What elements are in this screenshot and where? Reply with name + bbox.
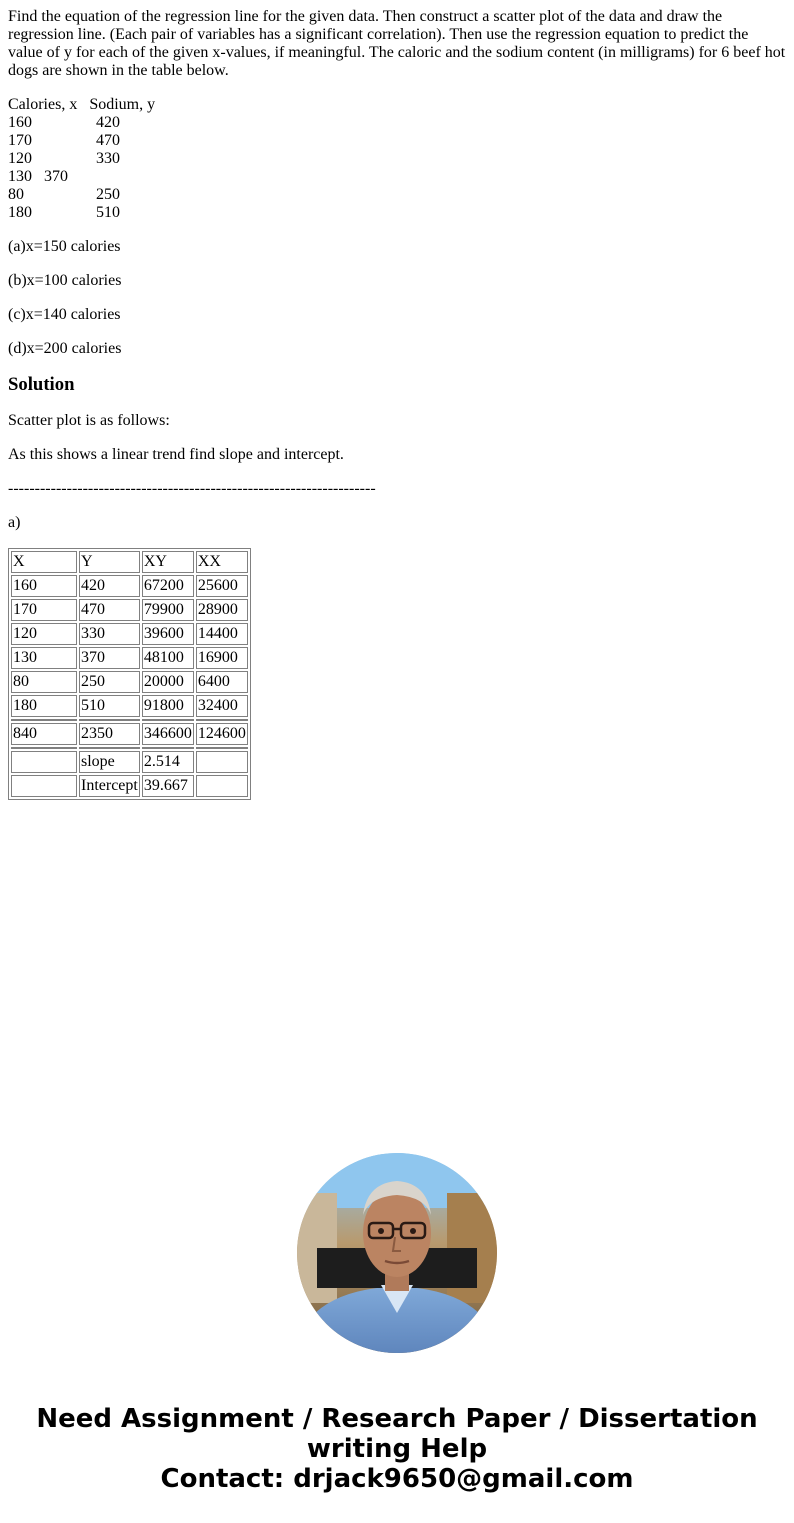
table-row	[11, 671, 248, 693]
table-cell: 39.667	[142, 775, 194, 797]
banner-line-1: Need Assignment / Research Paper / Dissertation	[36, 1404, 758, 1434]
data-row: 120 330	[8, 150, 120, 167]
table-row	[11, 575, 248, 597]
table-intercept-row	[11, 775, 248, 797]
solution-divider: ---------------------------------------------------------------------	[8, 480, 376, 497]
table-cell: 80	[11, 671, 77, 693]
table-cell: 250	[79, 671, 140, 693]
table-separator-cell	[11, 747, 77, 749]
document-body	[8, 8, 786, 800]
table-cell: 470	[79, 599, 140, 621]
table-cell: 67200	[142, 575, 194, 597]
table-cell: 330	[79, 623, 140, 645]
table-cell	[196, 775, 248, 797]
table-cell: 25600	[196, 575, 248, 597]
table-row	[11, 623, 248, 645]
table-cell: X	[11, 551, 77, 573]
data-row: 160 420	[8, 114, 120, 131]
table-cell: 20000	[142, 671, 194, 693]
data-row: 130 370	[8, 168, 68, 185]
table-cell: 79900	[142, 599, 194, 621]
table-cell: 14400	[196, 623, 248, 645]
table-separator-cell	[142, 719, 194, 721]
question-c: (c)x=140 calories	[8, 306, 121, 323]
table-separator-cell	[196, 719, 248, 721]
table-cell	[11, 775, 77, 797]
table-cell: 180	[11, 695, 77, 717]
table-cell: 2.514	[142, 751, 194, 773]
table-cell: 170	[11, 599, 77, 621]
table-separator-row	[11, 719, 248, 721]
data-table-text	[8, 96, 786, 222]
question-d: (d)x=200 calories	[8, 340, 122, 357]
table-cell: 130	[11, 647, 77, 669]
table-cell: 32400	[196, 695, 248, 717]
table-cell: slope	[79, 751, 140, 773]
data-row: 170 470	[8, 132, 120, 149]
question-a: (a)x=150 calories	[8, 238, 121, 255]
table-cell	[11, 751, 77, 773]
table-header-row	[11, 551, 248, 573]
table-cell: 346600	[142, 723, 194, 745]
question-b: (b)x=100 calories	[8, 272, 122, 289]
table-cell: 160	[11, 575, 77, 597]
data-row: 180 510	[8, 204, 120, 221]
table-row	[11, 695, 248, 717]
solution-line-trend: As this shows a linear trend find slope and intercept.	[8, 446, 344, 463]
table-cell: 120	[11, 623, 77, 645]
banner-line-2: writing Help	[306, 1434, 488, 1464]
banner-contact-line: Contact: drjack9650@gmail.com	[160, 1464, 634, 1494]
avatar	[297, 1153, 497, 1353]
data-row: 80 250	[8, 186, 120, 203]
table-cell: 6400	[196, 671, 248, 693]
table-cell: 510	[79, 695, 140, 717]
table-cell: 48100	[142, 647, 194, 669]
table-cell	[196, 751, 248, 773]
table-separator-cell	[79, 747, 140, 749]
table-row	[11, 647, 248, 669]
table-cell: 39600	[142, 623, 194, 645]
table-separator-cell	[79, 719, 140, 721]
table-totals-row	[11, 723, 248, 745]
part-label: a)	[8, 514, 21, 531]
table-separator-cell	[196, 747, 248, 749]
table-cell: 28900	[196, 599, 248, 621]
table-cell: 2350	[79, 723, 140, 745]
solution-heading: Solution	[8, 374, 75, 395]
table-cell: 370	[79, 647, 140, 669]
table-cell: Y	[79, 551, 140, 573]
table-separator-cell	[11, 719, 77, 721]
table-separator-cell	[142, 747, 194, 749]
table-cell: 124600	[196, 723, 248, 745]
data-table-header: Calories, x Sodium, y	[8, 96, 156, 113]
problem-statement: Find the equation of the regression line for the given data. Then construct a scatter plot of the data and draw the regression line. (Each pair of variables has a significant correlation). Then use the regression equation to predict the value of y for each of the given x-values, if meaningful. The caloric and the sodium content (in milligrams) for 6 beef hot dogs are shown in the table below.	[8, 8, 786, 79]
table-cell: 91800	[142, 695, 194, 717]
solution-line-scatter: Scatter plot is as follows:	[8, 412, 170, 429]
table-row	[11, 599, 248, 621]
table-cell: Intercept	[79, 775, 140, 797]
table-cell: XY	[142, 551, 194, 573]
table-cell: 840	[11, 723, 77, 745]
table-cell: 420	[79, 575, 140, 597]
table-slope-row	[11, 751, 248, 773]
contact-banner	[0, 1404, 794, 1494]
avatar-portrait-icon	[297, 1153, 497, 1353]
calculation-table	[8, 548, 251, 800]
table-separator-row	[11, 747, 248, 749]
table-cell: XX	[196, 551, 248, 573]
table-cell: 16900	[196, 647, 248, 669]
